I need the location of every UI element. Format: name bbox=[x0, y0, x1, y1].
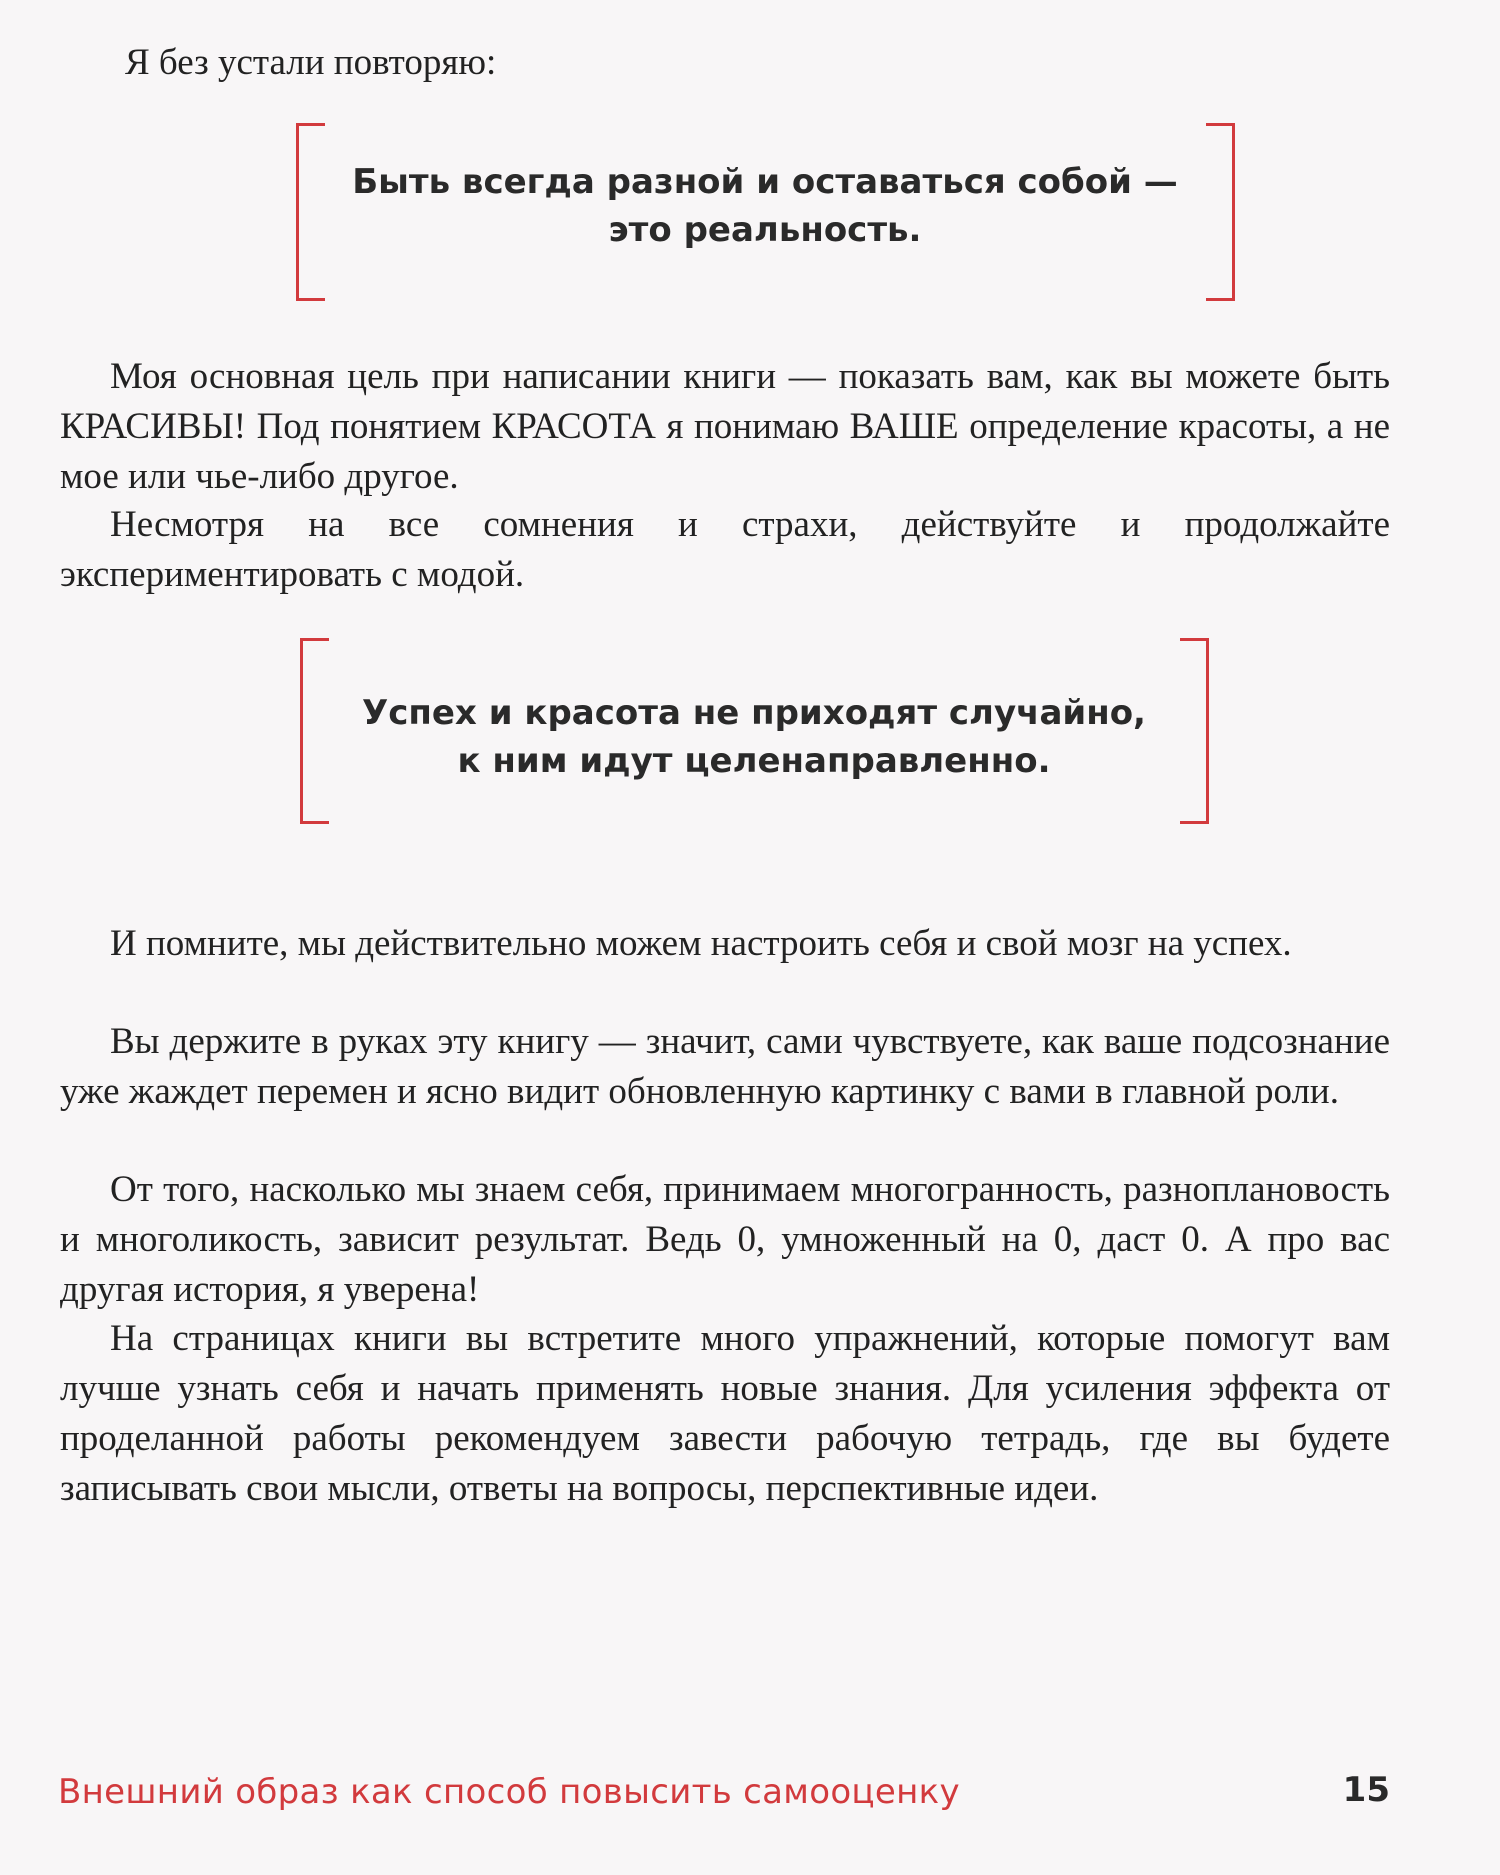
running-footer-title: Внешний образ как способ повысить самооценку bbox=[58, 1772, 960, 1812]
page-number: 15 bbox=[1342, 1770, 1390, 1810]
paragraph: Моя основная цель при написании книги — показать вам, как вы можете быть КРАСИВЫ! Под понятием КРАСОТА я понимаю ВАШЕ определение красоты, а не мое или чье-либо другое. bbox=[60, 356, 1390, 497]
pull-quote-line: к ним идут целенаправленно. bbox=[457, 741, 1051, 781]
paragraph: Несмотря на все сомнения и страхи, действуйте и продолжайте экспериментировать с модой. bbox=[60, 504, 1390, 595]
paragraph: На страницах книги вы встретите много упражнений, которые помогут вам лучше узнать себя и начать применять новые знания. Для усиления эффекта от проделанной работы рекомендуем завести рабочую тетрадь, где вы будете записывать свои мысли, ответы на вопросы, перспективные идеи. bbox=[60, 1318, 1390, 1509]
pull-quote bbox=[300, 689, 1208, 785]
paragraph: От того, насколько мы знаем себя, принимаем многогранность, разноплановость и многоликость, зависит результат. Ведь 0, умноженный на 0, даст 0. А про вас другая история, я уверена! bbox=[60, 1169, 1390, 1310]
pull-quote bbox=[300, 158, 1230, 254]
pull-quote-line: Успех и красота не приходят случайно, bbox=[362, 693, 1146, 733]
pull-quote-line: Быть всегда разной и оставаться собой — bbox=[352, 162, 1178, 202]
paragraph: И помните, мы действительно можем настроить себя и свой мозг на успех. bbox=[110, 923, 1292, 964]
pull-quote-line: это реальность. bbox=[608, 210, 922, 250]
intro-line: Я без устали повторяю: bbox=[125, 42, 497, 83]
paragraph: Вы держите в руках эту книгу — значит, сами чувствуете, как ваше подсознание уже жаждет перемен и ясно видит обновленную картинку с вами в главной роли. bbox=[60, 1021, 1390, 1112]
